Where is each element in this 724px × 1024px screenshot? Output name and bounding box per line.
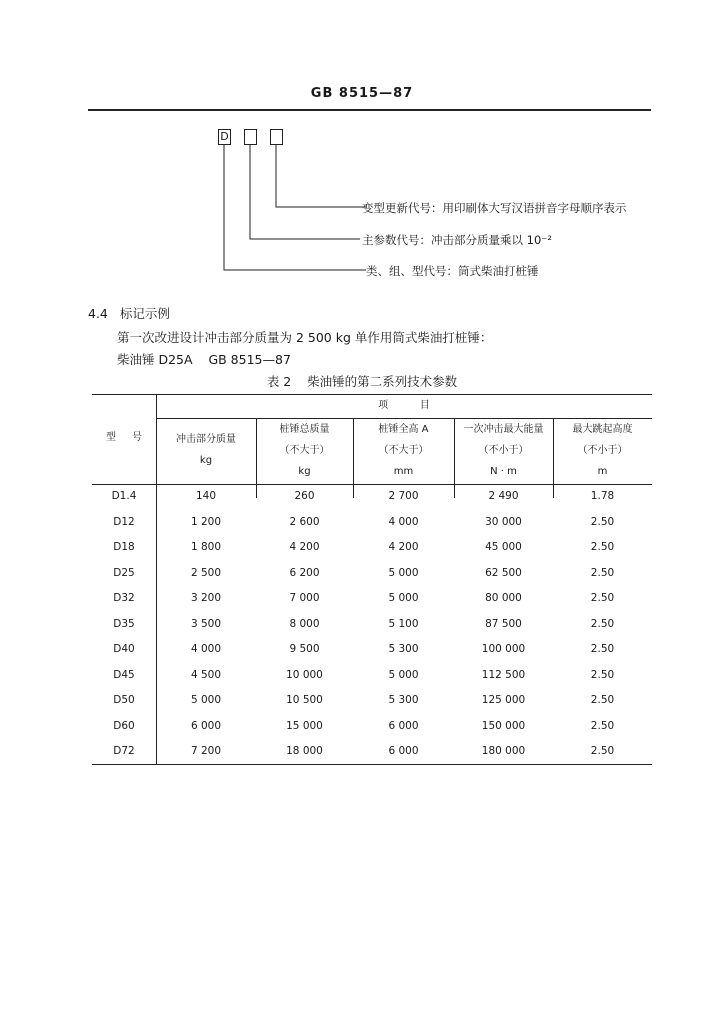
value-cell: 5 000 <box>388 566 419 579</box>
column-header-unit: N · m <box>490 466 517 477</box>
model-header: 型 号 <box>106 432 142 443</box>
value-cell: 2.50 <box>590 592 615 604</box>
value-cell: 4 500 <box>190 668 222 681</box>
value-cell: 80 000 <box>485 592 522 604</box>
label-parameter-code: 主参数代号：冲击部分质量乘以 10⁻² <box>362 233 552 247</box>
header-bottom-rule <box>92 484 652 485</box>
model-cell: D18 <box>113 541 135 553</box>
section-paragraph: 第一次改进设计冲击部分质量为 2 500 kg 单作用筒式柴油打桩锤： <box>117 330 493 345</box>
value-cell: 2 500 <box>190 566 222 579</box>
value-cell: 2 600 <box>289 515 320 528</box>
model-cell: D40 <box>113 643 135 655</box>
code-box-type: D <box>218 129 231 145</box>
value-cell: 112 500 <box>481 668 526 681</box>
value-cell: 3 200 <box>190 592 222 604</box>
group-header-rule <box>156 418 652 419</box>
value-cell: 2.50 <box>590 541 615 553</box>
leader-line-variant <box>276 145 366 207</box>
value-cell: 45 000 <box>485 541 522 553</box>
column-header-qualifier: （不小于） <box>577 445 628 456</box>
model-cell: D25 <box>113 566 135 579</box>
value-cell: 8 000 <box>289 617 320 630</box>
value-cell: 7 000 <box>289 592 320 604</box>
column-header-label: 桩锤总质量 <box>279 424 330 435</box>
value-cell: 180 000 <box>481 745 526 757</box>
table-caption: 表 2 柴油锤的第二系列技术参数 <box>266 374 458 389</box>
value-cell: 2 490 <box>488 490 519 502</box>
value-cell: 140 <box>195 490 217 502</box>
table-bottom-rule <box>92 764 652 765</box>
value-cell: 5 100 <box>388 617 419 630</box>
column-header-unit: mm <box>393 466 414 477</box>
model-cell: D72 <box>113 745 135 757</box>
value-cell: 125 000 <box>481 694 526 706</box>
value-cell: 30 000 <box>485 515 522 528</box>
value-cell: 6 000 <box>388 719 419 732</box>
column-header-qualifier: （不大于） <box>378 445 429 456</box>
value-cell: 87 500 <box>485 617 522 630</box>
value-cell: 4 200 <box>388 541 419 553</box>
value-cell: 1 200 <box>190 515 222 528</box>
marking-example: 柴油锤 D25A GB 8515—87 <box>117 352 291 367</box>
model-cell: D35 <box>113 617 135 630</box>
column-header-label: 桩锤全高 A <box>378 424 429 435</box>
value-cell: 6 000 <box>190 719 222 732</box>
value-cell: 5 300 <box>388 694 419 706</box>
value-cell: 4 000 <box>388 515 419 528</box>
code-leader-lines <box>0 0 724 300</box>
value-cell: 4 200 <box>289 541 320 553</box>
leader-line-parameter <box>250 145 360 239</box>
value-cell: 7 200 <box>190 745 222 757</box>
model-cell: D60 <box>113 719 135 732</box>
value-cell: 10 000 <box>286 668 323 681</box>
value-cell: 4 000 <box>190 643 222 655</box>
group-header: 项 目 <box>378 400 430 411</box>
value-cell: 1.78 <box>590 490 615 502</box>
label-type-code: 类、组、型代号：筒式柴油打桩锤 <box>366 264 539 278</box>
model-cell: D12 <box>113 515 135 528</box>
column-header-qualifier: （不小于） <box>478 445 529 456</box>
value-cell: 2.50 <box>590 668 615 681</box>
value-cell: 9 500 <box>289 643 320 655</box>
column-header-unit: kg <box>199 455 213 466</box>
table-top-rule <box>92 394 652 395</box>
value-cell: 2.50 <box>590 643 615 655</box>
value-cell: 260 <box>294 490 315 502</box>
value-cell: 5 000 <box>388 592 419 604</box>
value-cell: 62 500 <box>485 566 522 579</box>
value-cell: 5 000 <box>190 694 222 706</box>
value-cell: 6 200 <box>289 566 320 579</box>
value-cell: 2.50 <box>590 719 615 732</box>
value-cell: 2 700 <box>388 490 419 502</box>
value-cell: 10 500 <box>286 694 323 706</box>
section-title: 标记示例 <box>119 306 170 321</box>
column-header-label: 一次冲击最大能量 <box>463 424 544 435</box>
value-cell: 18 000 <box>286 745 323 757</box>
value-cell: 6 000 <box>388 745 419 757</box>
model-cell: D50 <box>113 694 135 706</box>
value-cell: 5 300 <box>388 643 419 655</box>
value-cell: 1 800 <box>190 541 222 553</box>
value-cell: 2.50 <box>590 566 615 579</box>
value-cell: 100 000 <box>481 643 526 655</box>
page-header-title: GB 8515—87 <box>310 86 414 101</box>
value-cell: 5 000 <box>388 668 419 681</box>
column-header-unit: m <box>597 466 608 477</box>
code-designation-diagram <box>0 0 724 300</box>
value-cell: 150 000 <box>481 719 526 732</box>
column-header-unit: kg <box>298 466 311 477</box>
value-cell: 3 500 <box>190 617 222 630</box>
column-header-qualifier: （不大于） <box>279 445 330 456</box>
model-cell: D32 <box>113 592 135 604</box>
section-heading <box>88 304 170 322</box>
label-variant-code: 变型更新代号：用印刷体大写汉语拼音字母顺序表示 <box>362 201 627 215</box>
value-cell: 2.50 <box>590 745 615 757</box>
value-cell: 15 000 <box>286 719 323 732</box>
section-number: 4.4 <box>88 306 108 321</box>
column-header-label: 最大跳起高度 <box>572 424 633 435</box>
value-cell: 2.50 <box>590 515 615 528</box>
model-cell: D1.4 <box>111 490 137 502</box>
model-cell: D45 <box>113 668 135 681</box>
value-cell: 2.50 <box>590 617 615 630</box>
value-cell: 2.50 <box>590 694 615 706</box>
column-header-label: 冲击部分质量 <box>176 434 236 445</box>
